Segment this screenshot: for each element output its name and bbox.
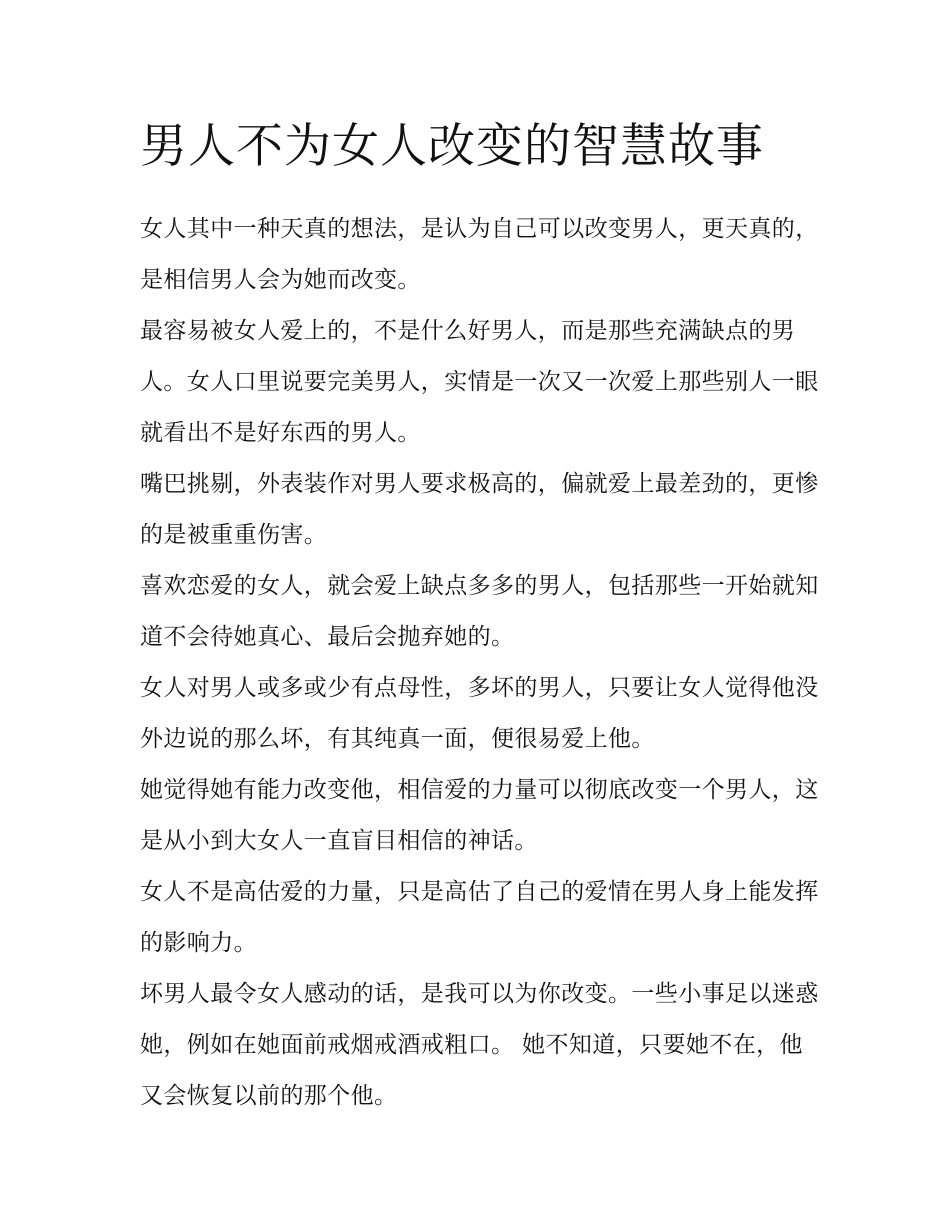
paragraph-4: 喜欢恋爱的女人，就会爱上缺点多多的男人，包括那些一开始就知道不会待她真心、最后会抛弃她的。 <box>140 573 819 650</box>
paragraph-6: 她觉得她有能力改变他，相信爱的力量可以彻底改变一个男人，这是从小到大女人一直盲目相信的神话。 <box>140 777 819 854</box>
paragraph-8: 坏男人最令女人感动的话，是我可以为你改变。一些小事足以迷惑她，例如在她面前戒烟戒酒戒粗口。 她不知道，只要她不在，他又会恢复以前的那个他。 <box>140 981 819 1109</box>
paragraph-7: 女人不是高估爱的力量，只是高估了自己的爱情在男人身上能发挥的影响力。 <box>140 879 819 956</box>
paragraph-2: 最容易被女人爱上的，不是什么好男人，而是那些充满缺点的男人。女人口里说要完美男人，实情是一次又一次爱上那些别人一眼就看出不是好东西的男人。 <box>140 318 819 446</box>
document-title: 男人不为女人改变的智慧故事 <box>140 119 764 174</box>
paragraph-1: 女人其中一种天真的想法，是认为自己可以改变男人，更天真的，是相信男人会为她而改变。 <box>140 216 819 293</box>
paragraph-3: 嘴巴挑剔，外表装作对男人要求极高的，偏就爱上最差劲的，更惨的是被重重伤害。 <box>140 471 819 548</box>
paragraph-5: 女人对男人或多或少有点母性，多坏的男人，只要让女人觉得他没外边说的那么坏，有其纯真一面，便很易爱上他。 <box>140 675 819 752</box>
